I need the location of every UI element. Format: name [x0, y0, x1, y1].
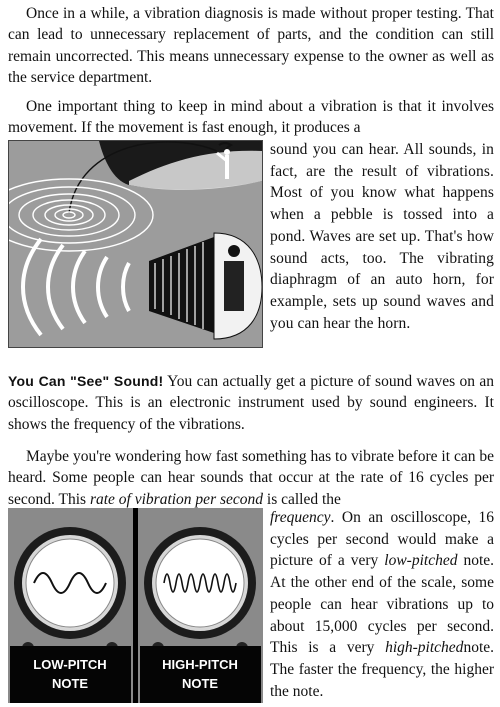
paragraph-movement-side: sound you can hear. All sounds, in fact, are the result of vibrations. Most of you know what happens when a pebble is tossed into a pond. Waves are set up. That's how sound acts, too. The vibrating diaphragm of an auto horn, for example, sets up sound waves and you can hear the horn.	[270, 141, 494, 332]
paragraph-frequency-side	[270, 507, 494, 702]
frequency-side-text-3: note. The faster the frequency, the higher the note.	[270, 639, 494, 700]
frequency-intro-text: Maybe you're wondering how fast something has to vibrate before it can be heard. Some people can hear sounds that occur at the rate of 16 cycles per second. This	[8, 448, 494, 508]
paragraph-see-sound	[8, 371, 494, 435]
paragraph-movement-intro: One important thing to keep in mind about a vibration is that it involves movement. If the movement is fast enough, it produces a	[8, 98, 494, 137]
low-pitch-label-line1: LOW-PITCH	[33, 657, 107, 672]
pond-and-horn-illustration	[8, 140, 263, 348]
oscilloscope-illustration	[8, 508, 263, 703]
paragraph-vibration-diagnosis: Once in a while, a vibration diagnosis is made without proper testing. That can lead to unnecessary replacement of parts, and the condition can still remain uncorrected. This means unnecessary expense to the owner as well as the service department.	[8, 5, 494, 86]
high-pitch-label-line2: NOTE	[181, 676, 219, 691]
oscilloscope-drawing	[8, 508, 263, 703]
frequency-side-text-2: note. At the other end of the scale, some people can hear vibrations up to about 15,000 cycles per second. This is a very	[270, 552, 495, 657]
frequency-term: frequency	[270, 509, 331, 526]
frequency-side-text-1: . On an oscilloscope, 16 cycles per second would make a picture of a very	[270, 509, 494, 570]
section-heading: You Can "See" Sound!	[8, 373, 164, 389]
high-pitched-term: high-pitched	[385, 639, 464, 657]
paragraph-see-sound-body: You can actually get a picture of sound waves on an oscilloscope. This is an electronic instrument used by sound engineers. It shows the frequency of the vibrations.	[8, 373, 494, 433]
low-pitched-term: low-pitched	[384, 552, 458, 570]
low-pitch-label-line2: NOTE	[51, 676, 89, 691]
pond-horn-drawing	[9, 141, 262, 347]
frequency-intro-tail: is called the	[266, 490, 341, 508]
high-pitch-label-line1: HIGH-PITCH	[162, 657, 238, 672]
paragraph-frequency-intro	[8, 446, 494, 510]
frequency-intro-emphasis: rate of vibration per second	[89, 490, 264, 508]
